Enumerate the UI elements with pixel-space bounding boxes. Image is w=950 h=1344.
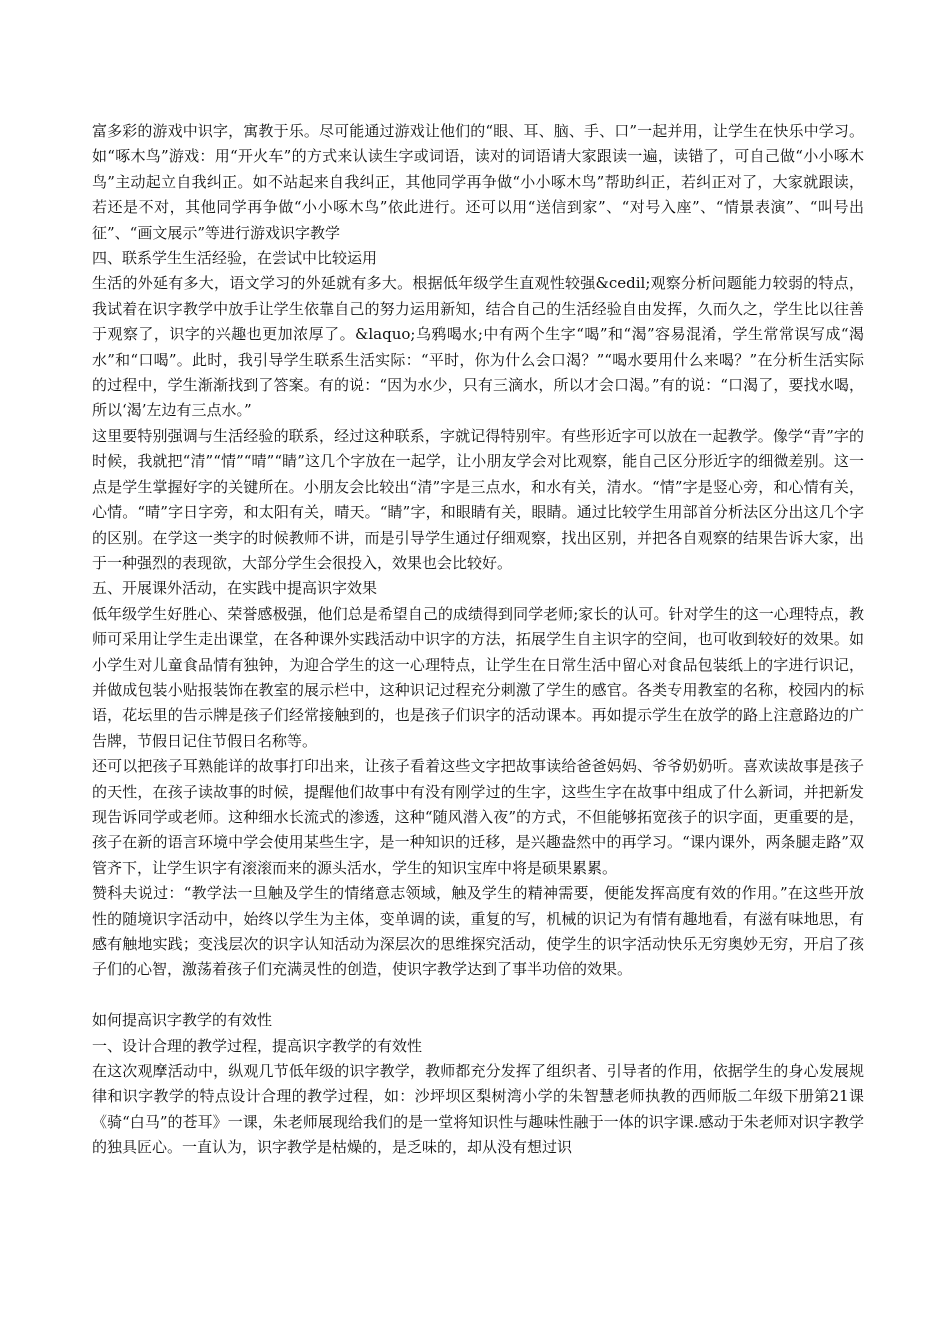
document-body: [92, 119, 864, 1161]
heading-section-1: 一、设计合理的教学过程，提高识字教学的有效性: [92, 1036, 423, 1055]
paragraph-game-literacy: 富多彩的游戏中识字，寓教于乐。尽可能通过游戏让他们的“眼、耳、脑、手、口”一起并用，让学生在快乐中学习。如“啄木鸟”游戏：用“开火车”的方式来认读生字或词语，读对的词语请大家跟读一遍，读错了，可自己做“小小啄木鸟”主动起立自我纠正。如不站起来自我纠正，其他同学再争做“小小啄木鸟”帮助纠正，若纠正对了，大家就跟读，若还是不对，其他同学再争做“小小啄木鸟”依此进行。还可以用“送信到家”、“对号入座”、“情景表演”、“叫号出征”、“画文展示”等进行游戏识字教学: [92, 122, 864, 242]
heading-section-4: 四、联系学生生活经验，在尝试中比较运用: [92, 249, 378, 268]
paragraph-story-reading: 还可以把孩子耳熟能详的故事打印出来，让孩子看着这些文字把故事读给爸爸妈妈、爷爷奶奶听。喜欢读故事是孩子的天性，在孩子读故事的时候，提醒他们故事中有没有刚学过的生字，这些生字在故事中组成了什么新词，并把新发现告诉同学或老师。这种细水长流式的渗透，这种“随风潜入夜”的方式，不但能够拓宽孩子的识字面，更重要的是，孩子在新的语言环境中学会使用某些生字，是一种知识的迁移，是兴趣盎然中的再学习。“课内课外，两条腿走路”双管齐下，让学生识字有滚滚而来的源头活水，学生的知识宝库中将是硕果累累。: [92, 757, 864, 877]
paragraph-extracurricular: 低年级学生好胜心、荣誉感极强，他们总是希望自己的成绩得到同学老师;家长的认可。针对学生的这一心理特点，教师可采用让学生走出课堂，在各种课外实践活动中识字的方法，拓展学生自主识字的空间，也可收到较好的效果。如小学生对儿童食品情有独钟，为迎合学生的这一心理特点，让学生在日常生活中留心对食品包装纸上的字进行识记，并做成包装小贴报装饰在教室的展示栏中，这种识记过程充分刺激了学生的感官。各类专用教室的名称，校园内的标语，花坛里的告示牌是孩子们经常接触到的，也是孩子们识字的活动课本。再如提示学生在放学的路上注意路边的广告牌，节假日记住节假日名称等。: [92, 604, 864, 750]
paragraph-zankov-quote: 赞科夫说过：“教学法一旦触及学生的情绪意志领域，触及学生的精神需要，便能发挥高度有效的作用。”在这些开放性的随境识字活动中，始终以学生为主体，变单调的读，重复的写，机械的识记为有情有趣地看，有滋有味地思，有感有触地实践；变浅层次的识字认知活动为深层次的思维探究活动，使学生的识字活动快乐无穷奥妙无穷，开启了孩子们的心智，激荡着孩子们充满灵性的创造，使识字教学达到了事半功倍的效果。: [92, 884, 864, 979]
paragraph-observation: 在这次观摩活动中，纵观几节低年级的识字教学，教师都充分发挥了组织者、引导者的作用，依据学生的身心发展规律和识字教学的特点设计合理的教学过程，如：沙坪坝区梨树湾小学的朱智慧老师执教的西师版二年级下册第21课《骑“白马”的苍耳》一课，朱老师展现给我们的是一堂将知识性与趣味性融于一体的识字课.感动于朱老师对识字教学的独具匠心。一直认为，识字教学是枯燥的，是乏味的，却从没有想过识: [92, 1062, 864, 1157]
article-title: 如何提高识字教学的有效性: [92, 1011, 273, 1030]
heading-section-5: 五、开展课外活动，在实践中提高识字效果: [92, 579, 378, 598]
paragraph-life-experience: 生活的外延有多大，语文学习的外延就有多大。根据低年级学生直观性较强&cedil;观察分析问题能力较弱的特点，我试着在识字教学中放手让学生依靠自己的努力运用新知，结合自己的生活经验自由发挥，久而久之，学生比以往善于观察了，识字的兴趣也更加浓厚了。&laquo;乌鸦喝水;中有两个生字“喝”和“渴”容易混淆，学生常常误写成“渴水”和“口喝”。此时，我引导学生联系生活实际：“平时，你为什么会口渴？”“喝水要用什么来喝？”在分析生活实际的过程中，学生渐渐找到了答案。有的说：“因为水少，只有三滴水，所以才会口渴。”有的说：“口渴了，要找水喝，所以‘渴’左边有三点水。”: [92, 274, 864, 420]
paragraph-similar-characters: 这里要特别强调与生活经验的联系，经过这种联系，字就记得特别牢。有些形近字可以放在一起教学。像学“青”字的时候，我就把“清”“情”“晴”“睛”这几个字放在一起学，让小朋友学会对比观察，能自己区分形近字的细微差别。这一点是学生掌握好字的关键所在。小朋友会比较出“清”字是三点水，和水有关，清水。“情”字是竖心旁，和心情有关，心情。“晴”字日字旁，和太阳有关，晴天。“睛”字，和眼睛有关，眼睛。通过比较学生用部首分析法区分出这几个字的区别。在学这一类字的时候教师不讲，而是引导学生通过仔细观察，找出区别，并把各自观察的结果告诉大家，出于一种强烈的表现欲，大部分学生会很投入，效果也会比较好。: [92, 426, 864, 572]
blank-line: [92, 983, 864, 1008]
